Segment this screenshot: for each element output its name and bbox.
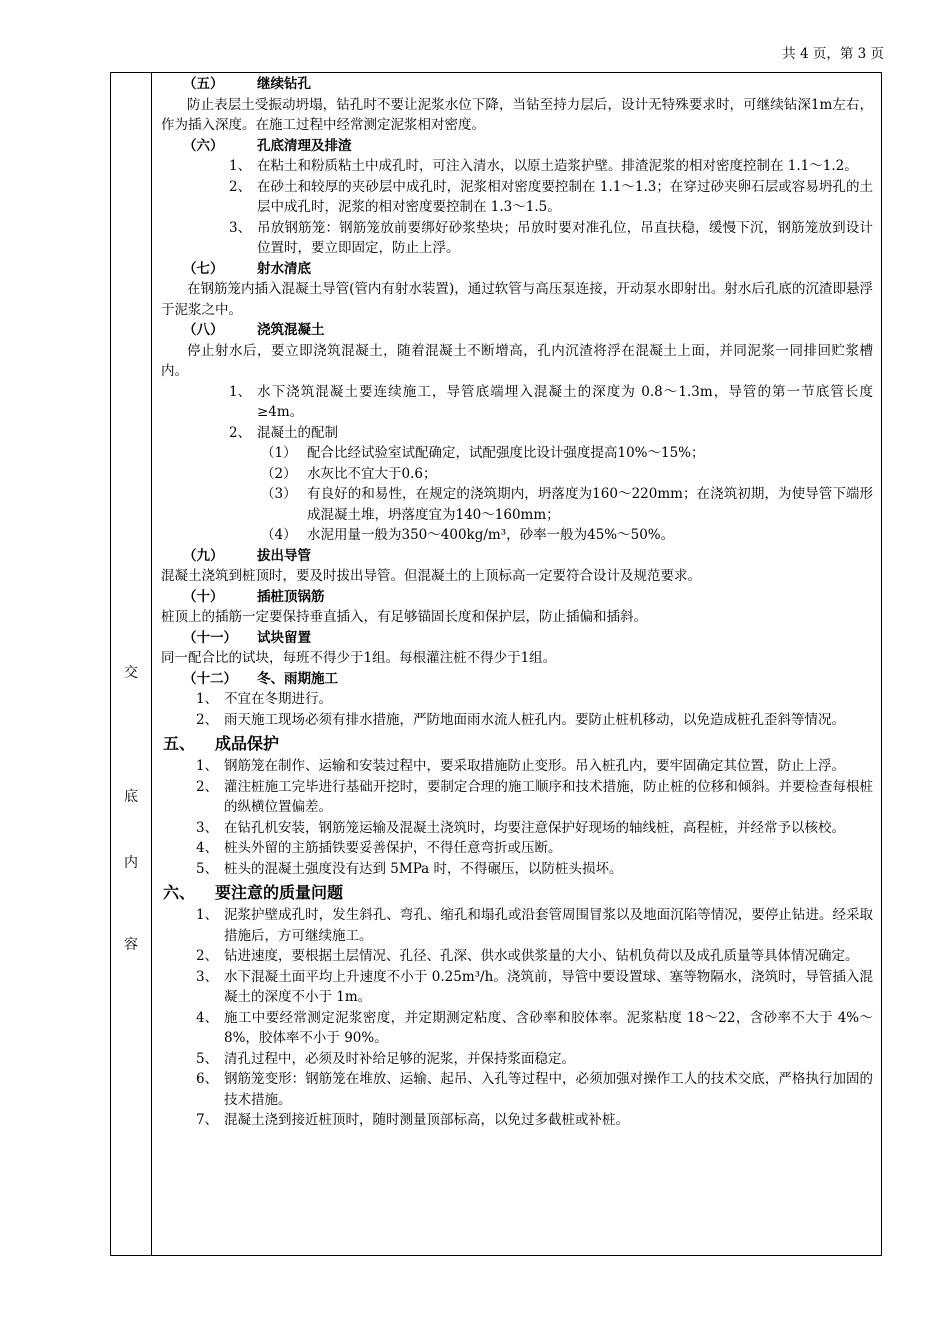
sub-list-item: （3） 有良好的和易性，在规定的浇筑期内，坍落度为160～220mm；在浇筑初期，为使导管下端形成混凝土堆，坍落度宜为140～160mm； [261, 486, 873, 523]
list-item: 1、 不宜在冬期进行。 [196, 691, 332, 707]
list-item: 3、 吊放钢筋笼：钢筋笼放前要绑好砂浆垫块；吊放时要对准孔位，吊直扶稳，缓慢下沉，钢筋笼放到设计位置时，要立即固定，防止上浮。 [229, 219, 873, 256]
subsection-heading: （八） 浇筑混凝土 [183, 322, 325, 338]
sub-list-item: （4） 水泥用量一般为350～400kg/m³，砂率一般为45%～50%。 [261, 527, 675, 543]
side-label-char: 交 [124, 665, 138, 681]
list-item: 1、 水下浇筑混凝土要连续施工，导管底端埋入混凝土的深度为 0.8～1.3m，导管的第一节底管长度≥4m。 [229, 383, 873, 420]
side-label-column [111, 73, 152, 1255]
paragraph: 在钢筋笼内插入混凝土导管(管内有射水装置)，通过软管与高压泵连接，开动泵水即射出。射水后孔底的沉渣即悬浮于泥浆之中。 [161, 281, 873, 318]
side-label-char: 内 [124, 855, 138, 871]
form-table [110, 72, 882, 1256]
sub-list-item: （2） 水灰比不宜大于0.6； [261, 465, 437, 482]
list-item: 2、 雨天施工现场必须有排水措施，严防地面雨水流人桩孔内。要防止桩机移动，以免造成桩孔歪斜等情况。 [196, 711, 845, 728]
content-area [161, 74, 873, 1131]
subsection-heading: （十一） 试块留置 [183, 629, 311, 646]
list-item: 3、 水下混凝土面平均上升速度不小于 0.25m³/h。浇筑前，导管中要设置球、塞等物隔水，浇筑时，导管插入混凝土的深度不小于 1m。 [196, 968, 873, 1005]
section-heading: 五、 成品保护 [163, 734, 280, 753]
subsection-heading: （九） 拔出导管 [183, 547, 311, 564]
page-number: 共 4 页，第 3 页 [782, 46, 884, 62]
subsection-heading: （六） 孔底清理及排渣 [183, 137, 352, 154]
list-item: 1、 泥浆护壁成孔时，发生斜孔、弯孔、缩孔和塌孔或沿套管周围冒浆以及地面沉陷等情况，要停止钻进。经采取措施后，方可继续施工。 [196, 907, 873, 944]
list-item: 1、 在粘土和粉质粘土中成孔时，可注入清水，以原土造浆护壁。排渣泥浆的相对密度控制在 1.1～1.2。 [229, 158, 858, 174]
side-label-char: 底 [124, 789, 138, 805]
list-item: 2、 钻进速度，要根据土层情况、孔径、孔深、供水或供浆量的大小、钻机负荷以及成孔质量等具体情况确定。 [196, 948, 859, 964]
list-item: 2、 在砂土和较厚的夹砂层中成孔时，泥浆相对密度要控制在 1.1～1.3；在穿过砂夹卵石层或容易坍孔的土层中成孔时，泥浆的相对密度要控制在 1.3～1.5。 [229, 178, 873, 215]
paragraph: 停止射水后，要立即浇筑混凝土，随着混凝土不断增高，孔内沉渣将浮在混凝土上面，并同泥浆一同排回贮浆槽内。 [161, 342, 873, 379]
list-item: 1、 钢筋笼在制作、运输和安装过程中，要采取措施防止变形。吊入桩孔内，要牢固确定其位置，防止上浮。 [196, 758, 845, 774]
subsection-heading: （七） 射水清底 [183, 260, 311, 277]
sub-list-item: （1） 配合比经试验室试配确定，试配强度比设计强度提高10%～15%； [261, 445, 705, 461]
list-item: 4、 施工中要经常测定泥浆密度，并定期测定粘度、含砂率和胶体率。泥浆粘度 18～22，含砂率不大于 4%～8%，胶体率不小于 90%。 [196, 1009, 873, 1046]
list-item: 2、 灌注桩施工完毕进行基础开挖时，要制定合理的施工顺序和技术措施，防止桩的位移和倾斜。并要检查每根桩的纵横位置偏差。 [196, 778, 873, 815]
list-item: 5、 桩头的混凝土强度没有达到 5MPa 时，不得碾压，以防桩头损坏。 [196, 860, 623, 877]
list-item: 5、 清孔过程中，必须及时补给足够的泥浆，并保持浆面稳定。 [196, 1050, 575, 1067]
subsection-heading: （五） 继续钻孔 [183, 76, 311, 92]
paragraph: 防止表层土受振动坍塌，钻孔时不要让泥浆水位下降，当钻至持力层后，设计无特殊要求时，可继续钻深1m左右，作为插入深度。在施工过程中经常测定泥浆相对密度。 [161, 96, 873, 133]
list-item: 7、 混凝土浇到接近桩顶时，随时测量顶部标高，以免过多截桩或补桩。 [196, 1112, 629, 1128]
section-heading: 六、 要注意的质量问题 [163, 883, 344, 902]
paragraph: 混凝土浇筑到桩顶时，要及时拔出导管。但混凝土的上顶标高一定要符合设计及规范要求。 [161, 568, 701, 584]
list-item: 2、 混凝土的配制 [229, 424, 338, 441]
list-item: 4、 桩头外留的主筋插铁要妥善保护，不得任意弯折或压断。 [196, 840, 562, 856]
subsection-heading: （十） 插桩顶锅筋 [183, 588, 325, 605]
subsection-heading: （十二） 冬、雨期施工 [183, 670, 338, 687]
list-item: 6、 钢筋笼变形：钢筋笼在堆放、运输、起吊、入孔等过程中，必须加强对操作工人的技术交底，严格执行加固的技术措施。 [196, 1071, 873, 1108]
paragraph: 桩顶上的插筋一定要保持垂直插入，有足够锚固长度和保护层，防止插偏和插斜。 [161, 609, 647, 625]
paragraph: 同一配合比的试块，每班不得少于1组。每根灌注桩不得少于1组。 [161, 650, 557, 666]
list-item: 3、 在钻孔机安装，钢筋笼运输及混凝土浇筑时，均要注意保护好现场的轴线桩，高程桩，并经常予以核校。 [196, 819, 845, 836]
side-label-char: 容 [124, 937, 138, 953]
